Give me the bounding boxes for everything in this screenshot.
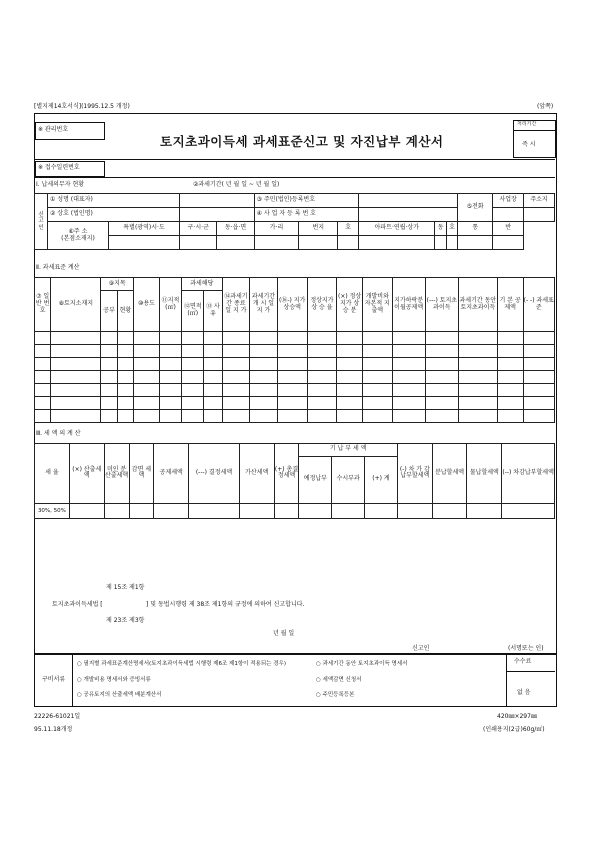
declaration-statement: ] 및 동법시행령 제 38조 제1항의 규정에 의하여 신고합니다. xyxy=(146,601,305,608)
table-row xyxy=(35,358,555,371)
fee-value: 없 음 xyxy=(517,689,531,696)
attachment-item: ○ 주민등록등본 xyxy=(316,692,355,698)
tax-period: ②과세기간( 년 월 일 ~ 년 월 일) xyxy=(193,181,280,188)
address-input[interactable] xyxy=(217,236,254,250)
col-normal-rate: 정상지가 상 승 율 xyxy=(307,278,336,332)
table-row xyxy=(35,384,555,397)
declaration-article-1: 제 15조 제1항 xyxy=(106,584,145,591)
taxpayer-table xyxy=(34,193,555,250)
calc-cell[interactable] xyxy=(432,503,467,518)
form-title: 토지초과이득세 과세표준신고 및 자진납부 계산서 xyxy=(160,134,444,149)
calc-cell[interactable] xyxy=(502,503,555,518)
table-row xyxy=(35,371,555,384)
address-part: 동 xyxy=(435,222,446,236)
attachment-item: ○ 필지별 과세표준계산명세서(토지초과이득세법 시행령 제6조 제1항이 적용되는 경우) xyxy=(77,661,286,667)
calc-cell[interactable] xyxy=(104,503,129,518)
office-label: 사업장 xyxy=(493,194,524,208)
col-taxable: 과세해당 xyxy=(182,278,223,291)
signature-label: (서명또는 인) xyxy=(508,645,544,652)
address-input[interactable] xyxy=(109,236,180,250)
attachment-item: ○ 공유토지의 산출세액 배분계산서 xyxy=(77,692,162,698)
col-calculated-tax: (×) 산출세액 xyxy=(69,444,104,504)
col-additional-tax: 가산세액 xyxy=(239,444,274,504)
declarer-label: 신고인 xyxy=(412,645,430,652)
col-reduction: 감면 세액 xyxy=(129,444,154,504)
col-final-payable: (--) 차감납부할세액 xyxy=(502,444,555,504)
col-normal-rise: (×) 정상지가 상 승 분 xyxy=(337,278,363,332)
col-category-official: 공부 xyxy=(101,290,117,331)
resident-number-label: ③ 주민(법인)등록번호 xyxy=(254,194,359,208)
address-input[interactable] xyxy=(435,236,446,250)
col-basic-deduction: 기 본 공제액 xyxy=(497,278,523,332)
col-prepaid-total: (+) 계 xyxy=(365,456,398,503)
calc-cell[interactable] xyxy=(332,503,365,518)
col-total-determined: (+) 총결정세액 xyxy=(274,444,299,504)
col-in-kind: 물납할세액 xyxy=(467,444,502,504)
address-part: 아파트·연립·상가 xyxy=(359,222,435,236)
col-price-rise: (⑯-) 지가상승액 xyxy=(277,278,307,332)
home-phone-value[interactable] xyxy=(524,208,555,222)
phone-label: ⑤전화 xyxy=(458,194,493,222)
col-use: ⑩용도 xyxy=(134,278,160,332)
section1-heading: Ⅰ. 납세의무자 현황 xyxy=(36,181,85,188)
address-input[interactable] xyxy=(299,236,338,250)
address-part: 통 xyxy=(458,222,493,236)
calc-cell[interactable] xyxy=(69,503,104,518)
address-input[interactable] xyxy=(493,236,524,250)
address-label-sub: (본점소재지) xyxy=(61,234,95,242)
receipt-number-label: ※ 접수일련번호 xyxy=(38,164,80,171)
form-reference: [별지제14호서식](1995.12.5 개정) xyxy=(34,103,130,110)
section3-heading: Ⅲ. 세 액 의 계 산 xyxy=(36,430,81,437)
col-serial: ⑦ 일반 번호 xyxy=(35,278,51,332)
address-input[interactable] xyxy=(254,236,299,250)
attachments-label: 구비서류 xyxy=(42,676,66,683)
col-dev-cost: 개발비와 자본적 지출액 xyxy=(363,278,392,332)
table-row xyxy=(35,410,555,423)
col-taxable-reason: ⑬ 사유 xyxy=(204,290,222,331)
col-prorated-tax: 미인 분 산출세액 xyxy=(104,444,129,504)
business-number-label: ④ 사 업 자 등 록 번 호 xyxy=(254,208,359,222)
table-row xyxy=(35,397,555,410)
corporation-label: ② 상호 (법인명) xyxy=(48,208,180,222)
tax-calc-table xyxy=(34,443,555,519)
address-part: 구·시·군 xyxy=(180,222,217,236)
col-tax-base: (- -) 과세표준 xyxy=(523,278,555,332)
attachment-item: ○ 개발비용 명세서와 증빙서류 xyxy=(77,677,151,683)
calc-cell[interactable] xyxy=(129,503,154,518)
col-taxable-area: ⑫면적 (㎡) xyxy=(182,290,204,331)
page-side-tag: (앞쪽) xyxy=(537,103,554,110)
col-deduction: 공제세액 xyxy=(154,444,189,504)
paper-spec: (인쇄용지(2급)60g/㎡) xyxy=(483,726,545,733)
address-input[interactable] xyxy=(458,236,493,250)
declaration-article-2: 제 23조 제3항 xyxy=(106,617,145,624)
calc-cell[interactable] xyxy=(299,503,332,518)
calc-cell[interactable] xyxy=(189,503,240,518)
home-label: 주소지 xyxy=(524,194,555,208)
col-rate: 세 율 xyxy=(35,444,70,504)
col-area: ⑪지적 (㎡) xyxy=(159,278,181,332)
calc-cell[interactable] xyxy=(274,503,299,518)
resident-number-value[interactable] xyxy=(359,194,458,208)
address-part: 반 xyxy=(493,222,524,236)
attachment-item: ○ 세액감면 신청서 xyxy=(316,677,362,683)
col-determined-tax: (---) 결정세액 xyxy=(189,444,240,504)
business-number-value[interactable] xyxy=(359,208,458,222)
address-part: 호 xyxy=(338,222,359,236)
address-part: 특별(광역)시·도 xyxy=(109,222,180,236)
calc-cell[interactable] xyxy=(467,503,502,518)
table-row xyxy=(35,345,555,358)
col-land-category: ⑨지목 xyxy=(101,278,134,291)
form-code: 22226-61021일 xyxy=(34,713,81,720)
col-carryover: 지가하락분 이월공제액 xyxy=(392,278,425,332)
name-value[interactable] xyxy=(180,194,255,208)
col-installment: 분납할세액 xyxy=(432,444,467,504)
name-label: ① 성명 (대표자) xyxy=(48,194,180,208)
address-label-main: ⑥주 소 xyxy=(68,227,88,235)
calc-cell[interactable] xyxy=(397,503,432,518)
col-prepaid-group: 기 납 부 세 액 xyxy=(299,444,397,457)
office-phone-value[interactable] xyxy=(493,208,524,222)
management-number-label: ※ 관리번호 xyxy=(38,126,69,133)
declarer-side-label: 신 고 인 xyxy=(35,194,48,250)
col-scheduled-payment: 예정납부 xyxy=(299,456,332,503)
fee-label: 수수료 xyxy=(514,658,532,665)
address-input[interactable] xyxy=(338,236,359,250)
address-part: 동·읍·면 xyxy=(217,222,254,236)
col-excess-gain: (---) 토지초과이득 xyxy=(425,278,458,332)
col-end-price: ⑭과세기간 종료 일 지 가 xyxy=(222,278,250,332)
address-part: 번지 xyxy=(299,222,338,236)
address-input[interactable] xyxy=(359,236,435,250)
address-part: 가·리 xyxy=(254,222,299,236)
col-period-gain: 과세기간 동안 토지초과이득 xyxy=(458,278,497,332)
calc-cell[interactable] xyxy=(365,503,398,518)
col-land-location: ⑧토지소재지 xyxy=(51,278,101,332)
col-net-payable: (-) 차 가 감 납부할세액 xyxy=(397,444,432,504)
paper-size: 420㎜×297㎜ xyxy=(497,713,537,720)
address-label xyxy=(48,222,109,250)
col-category-actual: 현황 xyxy=(117,290,133,331)
col-ad-hoc: 수시부과 xyxy=(332,456,365,503)
address-input[interactable] xyxy=(180,236,217,250)
declaration-law: 토지초과이득세법 [ xyxy=(52,601,103,608)
processing-period-label: 처리기간 xyxy=(517,121,537,127)
tax-base-table xyxy=(34,277,555,423)
processing-period-value: 즉 시 xyxy=(522,141,536,148)
address-input[interactable] xyxy=(446,236,457,250)
section2-heading: Ⅱ. 과세표준 계산 xyxy=(36,264,80,271)
attachment-item: ○ 과세기간 동안 토지초과이득 명세서 xyxy=(316,661,408,667)
col-start-price: 과세기간 개 시 일 지 가 xyxy=(250,278,278,332)
address-part: 호 xyxy=(446,222,457,236)
rate-value: 30%, 50% xyxy=(35,503,70,518)
declaration-date: 년 월 일 xyxy=(273,630,295,637)
calc-cell[interactable] xyxy=(154,503,189,518)
table-row xyxy=(35,332,555,345)
calc-cell[interactable] xyxy=(239,503,274,518)
corporation-value[interactable] xyxy=(180,208,255,222)
approval-date: 95.11.18개정 xyxy=(34,726,73,733)
